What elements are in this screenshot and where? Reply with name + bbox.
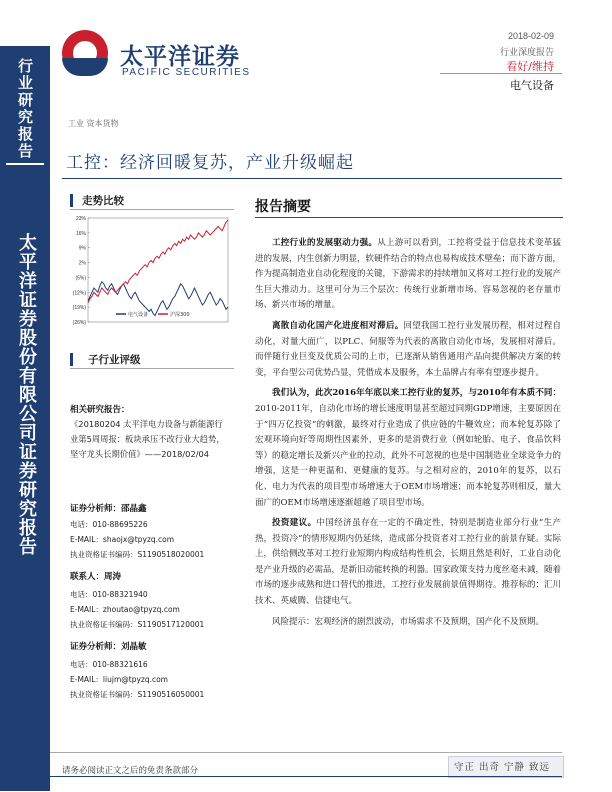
section-marker bbox=[70, 194, 73, 207]
y-tick-label: (19%) bbox=[72, 305, 86, 312]
industry-rating: 看好/维持 bbox=[506, 60, 554, 73]
industry-name: 电气设备 bbox=[510, 79, 554, 92]
logo-wave bbox=[62, 58, 108, 76]
analyst-tel: 电话：010-88321616 bbox=[70, 660, 148, 669]
risk-warning: 风险提示：宏观经济的剧烈波动，市场需求不及预期，国产化不及预期。 bbox=[272, 616, 545, 627]
y-tick-label: (26%) bbox=[72, 320, 86, 326]
y-tick-label: 16% bbox=[75, 230, 86, 237]
sidebar-divider bbox=[6, 163, 44, 165]
analyst-cert: 执业资格证书编码：S1190518020001 bbox=[70, 550, 205, 559]
sub-industry-rating-heading: 子行业评级 bbox=[88, 354, 141, 366]
report-type: 行业深度报告 bbox=[499, 48, 554, 58]
analyst-label: 证券分析师：邵晶鑫 bbox=[70, 504, 147, 514]
logo-english-name: PACIFIC SECURITIES bbox=[122, 67, 251, 78]
sidebar-company-label: 太平洋证券股份有限公司证券研究报告 bbox=[16, 233, 37, 556]
contact-info bbox=[70, 587, 204, 632]
contact-cert: 执业资格证书编码：S1190517120001 bbox=[70, 620, 205, 629]
related-reports-label: 相关研究报告： bbox=[70, 405, 130, 415]
y-tick-label: (12%) bbox=[72, 290, 86, 297]
section-rule bbox=[70, 368, 234, 369]
section-rule bbox=[70, 209, 234, 210]
y-tick-label: (5%) bbox=[75, 275, 86, 282]
analyst-tel: 电话：010-88695226 bbox=[70, 520, 148, 529]
legend-label: 沪深300 bbox=[170, 312, 190, 318]
trend-chart bbox=[66, 212, 236, 348]
sidebar-report-category: 行业研究报告 bbox=[16, 58, 34, 160]
logo-chinese-name: 太平洋证券 bbox=[120, 44, 240, 70]
legend-label: 电气设备 bbox=[128, 312, 149, 318]
analyst-email[interactable]: E-MAIL：shaojx@tpyzq.com bbox=[70, 535, 175, 544]
report-date: 2018-02-09 bbox=[507, 31, 554, 41]
contact-tel: 电话：010-88321940 bbox=[70, 590, 148, 599]
summary-heading: 报告摘要 bbox=[255, 199, 311, 215]
analyst-cert: 执业资格证书编码：S1190516050001 bbox=[70, 690, 205, 699]
summary-body bbox=[255, 236, 561, 635]
summary-paragraph: 我们认为，此次2016年年底以来工控行业的复苏，与2010年有本质不同：2010-2011年，自动化市场的增长速度明显甚至超过同期GDP增速，主要原因在于“四万亿投资”的刺激，最终对行业造成了供应链的牛鞭效应；而本轮复苏除了宏观环境向好等周期性因素外，更多的是消费行业（例如轮胎、电子、食品饮料等）的稳定增长及新兴产业的拉动，此外不可忽视的也是中国制造业全球竞争力的增强，这是一种更温和、更健康的复苏。与之相对应的，2010年的复苏，以石化、电力为代表的项目型市场增速大于OEM市场增速；而本轮复苏则相反，量大面广的OEM市场增速逐渐超越了项目型市场。 bbox=[255, 388, 562, 508]
contact-label: 联系人：周涛 bbox=[70, 572, 122, 582]
series-line bbox=[88, 282, 228, 316]
series-line bbox=[88, 220, 228, 303]
analyst-label: 证券分析师：刘晶敏 bbox=[70, 642, 147, 652]
summary-paragraph: 离散自动化国产化进度相对滞后。回望我国工控行业发展历程，相对过程自动化，对量大面广，以PLC、伺服等为代表的离散自动化市场，发展相对滞后。而伴随行业巨变及优质公司的上市，已逐渐从销售通用产品向提供解决方案的转变，平台型公司优势凸显，凭借成本及服务，本土品牌占有率有望逐步提升。 bbox=[255, 320, 561, 378]
title-rule bbox=[62, 178, 562, 179]
plot-area bbox=[88, 218, 228, 322]
footer-divider bbox=[50, 752, 562, 753]
contact-email[interactable]: E-MAIL：zhoutao@tpyzq.com bbox=[70, 605, 180, 614]
related-reports-text: 《20180204 太平洋电力设备与新能源行业第5周周报：板块承压不改行业大趋势，坚守龙头长期价值》——2018/02/04 bbox=[70, 419, 225, 459]
y-tick-label: 23% bbox=[75, 216, 86, 222]
analyst-contact bbox=[70, 657, 204, 702]
summary-paragraph: 工控行业的发展驱动力强。从上游可以看到，工控将受益于信息技术变革猛进的发展，内生创新力明显，软硬件结合的特点也易构成技术壁垒；而下游方面，作为提高制造业自动化程度的关键，下游需求的持续增加又将对工控行业的发展产生巨大推动力。这里可分为三个层次：传统行业新增市场、容易忽视的老存量市场、新兴市场的增量。 bbox=[255, 238, 562, 311]
company-motto: 守正 出奇 宁静 致远 bbox=[454, 762, 551, 773]
analyst-email[interactable]: E-MAIL：liujm@tpyzq.com bbox=[70, 675, 168, 684]
summary-paragraph: 投资建议。中国经济虽存在一定的不确定性，特别是制造业部分行业“生产热，投资冷”的情形短期内仍延续，造成部分投资者对工控行业的前景存疑。实际上，供给侧改革对工控行业短期内构成结构性机会，长期且然是利好，工业自动化是产业升级的必需品，是新旧动能转换的利器。国家政策支持力度丝毫未减，随着市场的逐步成熟和进口替代的推进，工控行业发展前景值得期待。推荐标的：汇川技术、英威腾、信捷电气。 bbox=[255, 518, 562, 607]
analyst-contact bbox=[70, 517, 204, 562]
footer-disclaimer: 请务必阅读正文之后的免责条款部分 bbox=[62, 766, 199, 776]
y-tick-label: 2% bbox=[78, 260, 86, 267]
header-divider bbox=[440, 73, 562, 74]
industry-tags: 工业 资本货物 bbox=[68, 119, 119, 128]
trend-heading: 走势比较 bbox=[82, 195, 124, 207]
section-marker bbox=[70, 353, 73, 366]
page-title: 工控：经济回暖复苏，产业升级崛起 bbox=[66, 153, 354, 173]
footer-rule bbox=[50, 776, 562, 777]
summary-rule bbox=[255, 217, 563, 218]
y-tick-label: 9% bbox=[78, 245, 86, 252]
